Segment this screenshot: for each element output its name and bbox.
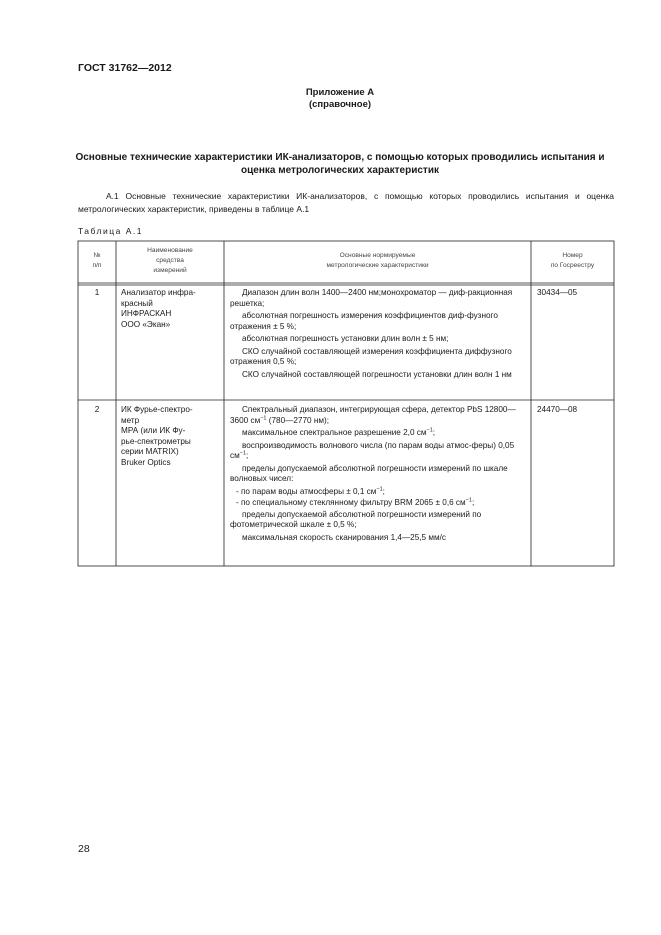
- row1-specs: [230, 288, 525, 382]
- row2-reg: 24470—08: [537, 405, 578, 414]
- row2-spec: воспроизводимость волнового числа (по парам воды атмос-феры) 0,05 $см^{-1}$;: [230, 440, 515, 460]
- row1-spec: СКО случайной составляющей погрешности установки длин волн 1 нм: [242, 369, 512, 379]
- table-caption: Таблица А.1: [78, 226, 143, 236]
- row1-reg: 30434—05: [537, 288, 578, 297]
- row1-spec: СКО случайной составляющей измерения коэффициента диффузного отражения 0,5 %;: [230, 346, 512, 366]
- row1-num: 1: [94, 288, 100, 297]
- row2-num: 2: [94, 405, 100, 414]
- row1-spec: абсолютная погрешность установки длин волн ± 5 нм;: [242, 334, 449, 343]
- row2-spec: пределы допускаемой абсолютной погрешности измерений по фотометрической шкале ± 0,5 %;: [230, 509, 482, 529]
- appendix-subtitle: (справочное): [308, 99, 372, 110]
- col-header-num: № п/п: [92, 252, 102, 269]
- row1-name: Анализатор инфра- красный ИНФРАСКАН ООО «Экан»: [121, 288, 196, 329]
- appendix-title: Приложение А: [305, 87, 375, 98]
- row2-spec: Спектральный диапазон, интегрирующая сфера, детектор PbS 12800—3600 $см^{-1}$ (780—2770 нм);: [230, 405, 516, 425]
- col-header-reg: Номер по Госреестру: [550, 252, 595, 269]
- col-header-name: Наименование средства измерений: [147, 247, 193, 274]
- row2-spec: максимальная скорость сканирования 1,4—25,5 мм/с: [242, 532, 446, 542]
- page-number: 28: [78, 843, 90, 855]
- col-header-specs: Основные нормируемые метрологические характеристики: [326, 252, 429, 269]
- standard-header: ГОСТ 31762—2012: [78, 62, 172, 74]
- intro-paragraph: А.1 Основные технические характеристики ИК-анализаторов, с помощью которых проводились испытания и оценка метрологических характеристик, приведены в таблице А.1: [78, 191, 614, 214]
- row2-spec-item: - по специальному стеклянному фильтру BRM 2065 ± 0,6 $см^{-1}$;: [236, 497, 475, 507]
- row1-spec: абсолютная погрешность измерения коэффициентов диф-фузного отражения ± 5 %;: [230, 311, 498, 331]
- section-title: Основные технические характеристики ИК-анализаторов, с помощью которых проводились испытания и оценка метрологических характеристик: [75, 152, 605, 176]
- row1-spec: Диапазон длин волн 1400—2400 нм;монохроматор — диф-ракционная решетка;: [230, 288, 513, 308]
- row2-spec: пределы допускаемой абсолютной погрешности измерений по шкале волновых чисел:: [230, 463, 508, 483]
- row2-spec: максимальное спектральное разрешение 2,0 $см^{-1}$;: [242, 427, 436, 437]
- row2-spec-item: - по парам воды атмосферы ± 0,1 $см^{-1}$;: [236, 485, 385, 496]
- row2-name: ИК Фурье-спектро- метр МРА (или ИК Фу- рье-спектрометры серии MATRIX) Bruker Optics: [121, 405, 193, 467]
- row2-specs: [230, 405, 525, 545]
